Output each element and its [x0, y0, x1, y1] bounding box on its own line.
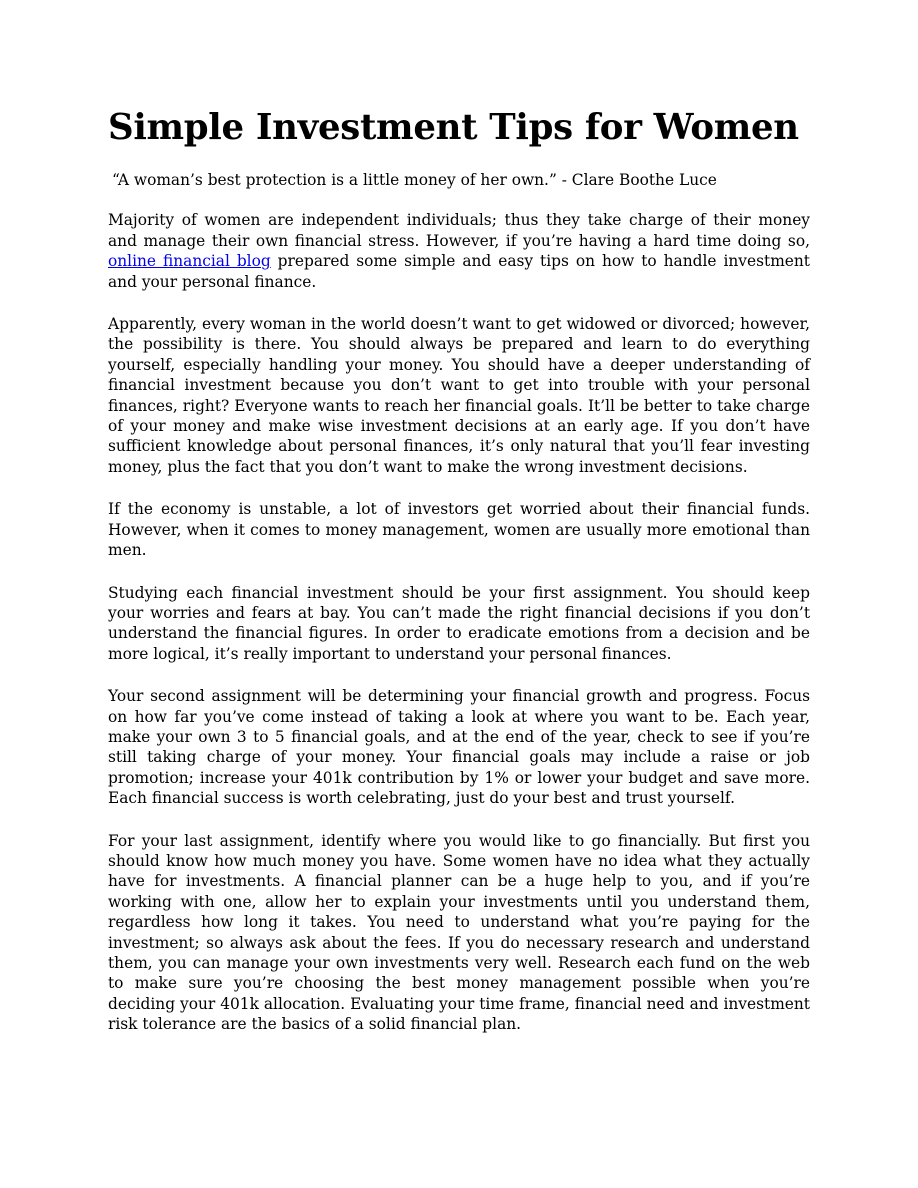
- document-page: [108, 104, 810, 1035]
- intro-paragraph: [108, 210, 810, 292]
- body-paragraph-preparedness: Apparently, every woman in the world doesn’t want to get widowed or divorced; however, the possibility is there. You should always be prepared and learn to do everything yourself, especially handling your money. You should have a deeper understanding of financial investment because you don’t want to get into trouble with your personal finances, right? Everyone wants to reach her financial goals. It’ll be better to take charge of your money and make wise investment decisions at an early age. If you don’t have sufficient knowledge about personal finances, it’s only natural that you’ll fear investing money, plus the fact that you don’t want to make the wrong investment decisions.: [108, 315, 810, 476]
- body-paragraph-first-assignment: Studying each financial investment should be your first assignment. You should keep your worries and fears at bay. You can’t made the right financial decisions if you don’t understand the financial figures. In order to eradicate emotions from a decision and be more logical, it’s really important to understand your personal finances.: [108, 583, 810, 663]
- online-financial-blog-link[interactable]: online financial blog: [108, 252, 271, 271]
- body-paragraph-last-assignment: For your last assignment, identify where you would like to go financially. But first you should know how much money you have. Some women have no idea what they actually have for investments. A financial planner can be a huge help to you, and if you’re working with one, allow her to explain your investments until you understand them, regardless how long it takes. You need to understand what you’re paying for the investment; so always ask about the fees. If you do necessary research and understand them, you can manage your own investments very well. Research each fund on the web to make sure you’re choosing the best money management possible when you’re deciding your 401k allocation. Evaluating your time frame, financial need and investment risk tolerance are the basics of a solid financial plan.: [108, 831, 810, 1034]
- epigraph-quote: “A woman’s best protection is a little money of her own.” - Clare Boothe Luce: [112, 171, 717, 189]
- body-paragraph-second-assignment: Your second assignment will be determining your financial growth and progress. Focus on how far you’ve come instead of taking a look at where you want to be. Each year, make your own 3 to 5 financial goals, and at the end of the year, check to see if you’re still taking charge of your money. Your financial goals may include a raise or job promotion; increase your 401k contribution by 1% or lower your budget and save more. Each financial success is worth celebrating, just do your best and trust yourself.: [108, 687, 810, 808]
- intro-text-before-link: Majority of women are independent individuals; thus they take charge of their money and manage their own financial stress. However, if you’re having a hard time doing so,: [108, 211, 810, 250]
- intro-text-after-link: prepared some simple and easy tips on how to handle investment and your personal finance.: [108, 252, 810, 291]
- page-title: Simple Investment Tips for Women: [108, 107, 799, 148]
- body-paragraph-economy: If the economy is unstable, a lot of investors get worried about their financial funds. However, when it comes to money management, women are usually more emotional than men.: [108, 500, 810, 560]
